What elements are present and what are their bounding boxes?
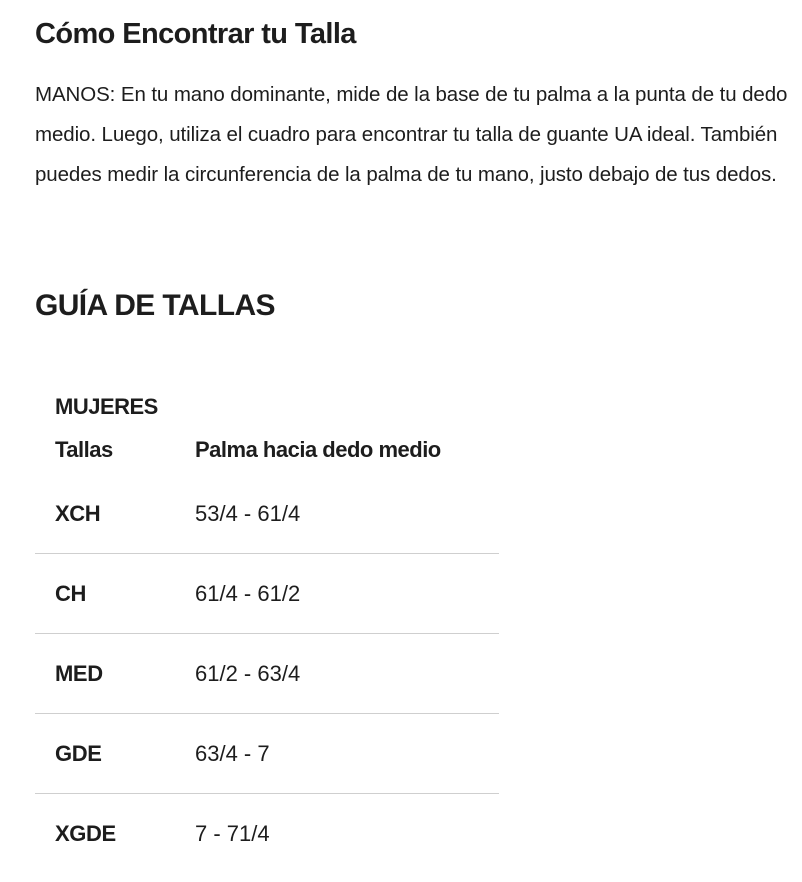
column-header-row (35, 426, 499, 474)
how-to-title: Cómo Encontrar tu Talla (35, 18, 356, 50)
column-header-palm-to-middle-finger: Palma hacia dedo medio (195, 437, 441, 462)
group-label-women: MUJERES (55, 394, 158, 419)
size-name: XGDE (55, 820, 116, 846)
column-header-sizes: Tallas (55, 437, 113, 462)
how-to-text: MANOS: En tu mano dominante, mide de la base de tu palma a la punta de tu dedo medio. Luego, utiliza el cuadro para encontrar tu talla de guante UA ideal. También puedes medir la circunferencia de la palma de tu mano, justo debajo de tus dedos. (35, 83, 788, 186)
table-row (35, 634, 499, 714)
size-name: XCH (35, 474, 195, 554)
size-range: 63/4 - 7 (195, 714, 499, 794)
size-range: 7 - 71/4 (195, 820, 270, 846)
size-name: MED (35, 634, 195, 714)
size-range: 53/4 - 61/4 (195, 474, 499, 554)
table-row (35, 794, 499, 874)
size-range: 61/4 - 61/2 (195, 554, 499, 634)
table-row (35, 554, 499, 634)
size-guide-title: GUÍA DE TALLAS (35, 289, 275, 322)
size-name: GDE (35, 714, 195, 794)
size-range: 61/2 - 63/4 (195, 634, 499, 714)
table-row (35, 714, 499, 794)
size-table (35, 388, 499, 873)
group-label-row (35, 388, 499, 426)
size-name: CH (35, 554, 195, 634)
table-row (35, 474, 499, 554)
